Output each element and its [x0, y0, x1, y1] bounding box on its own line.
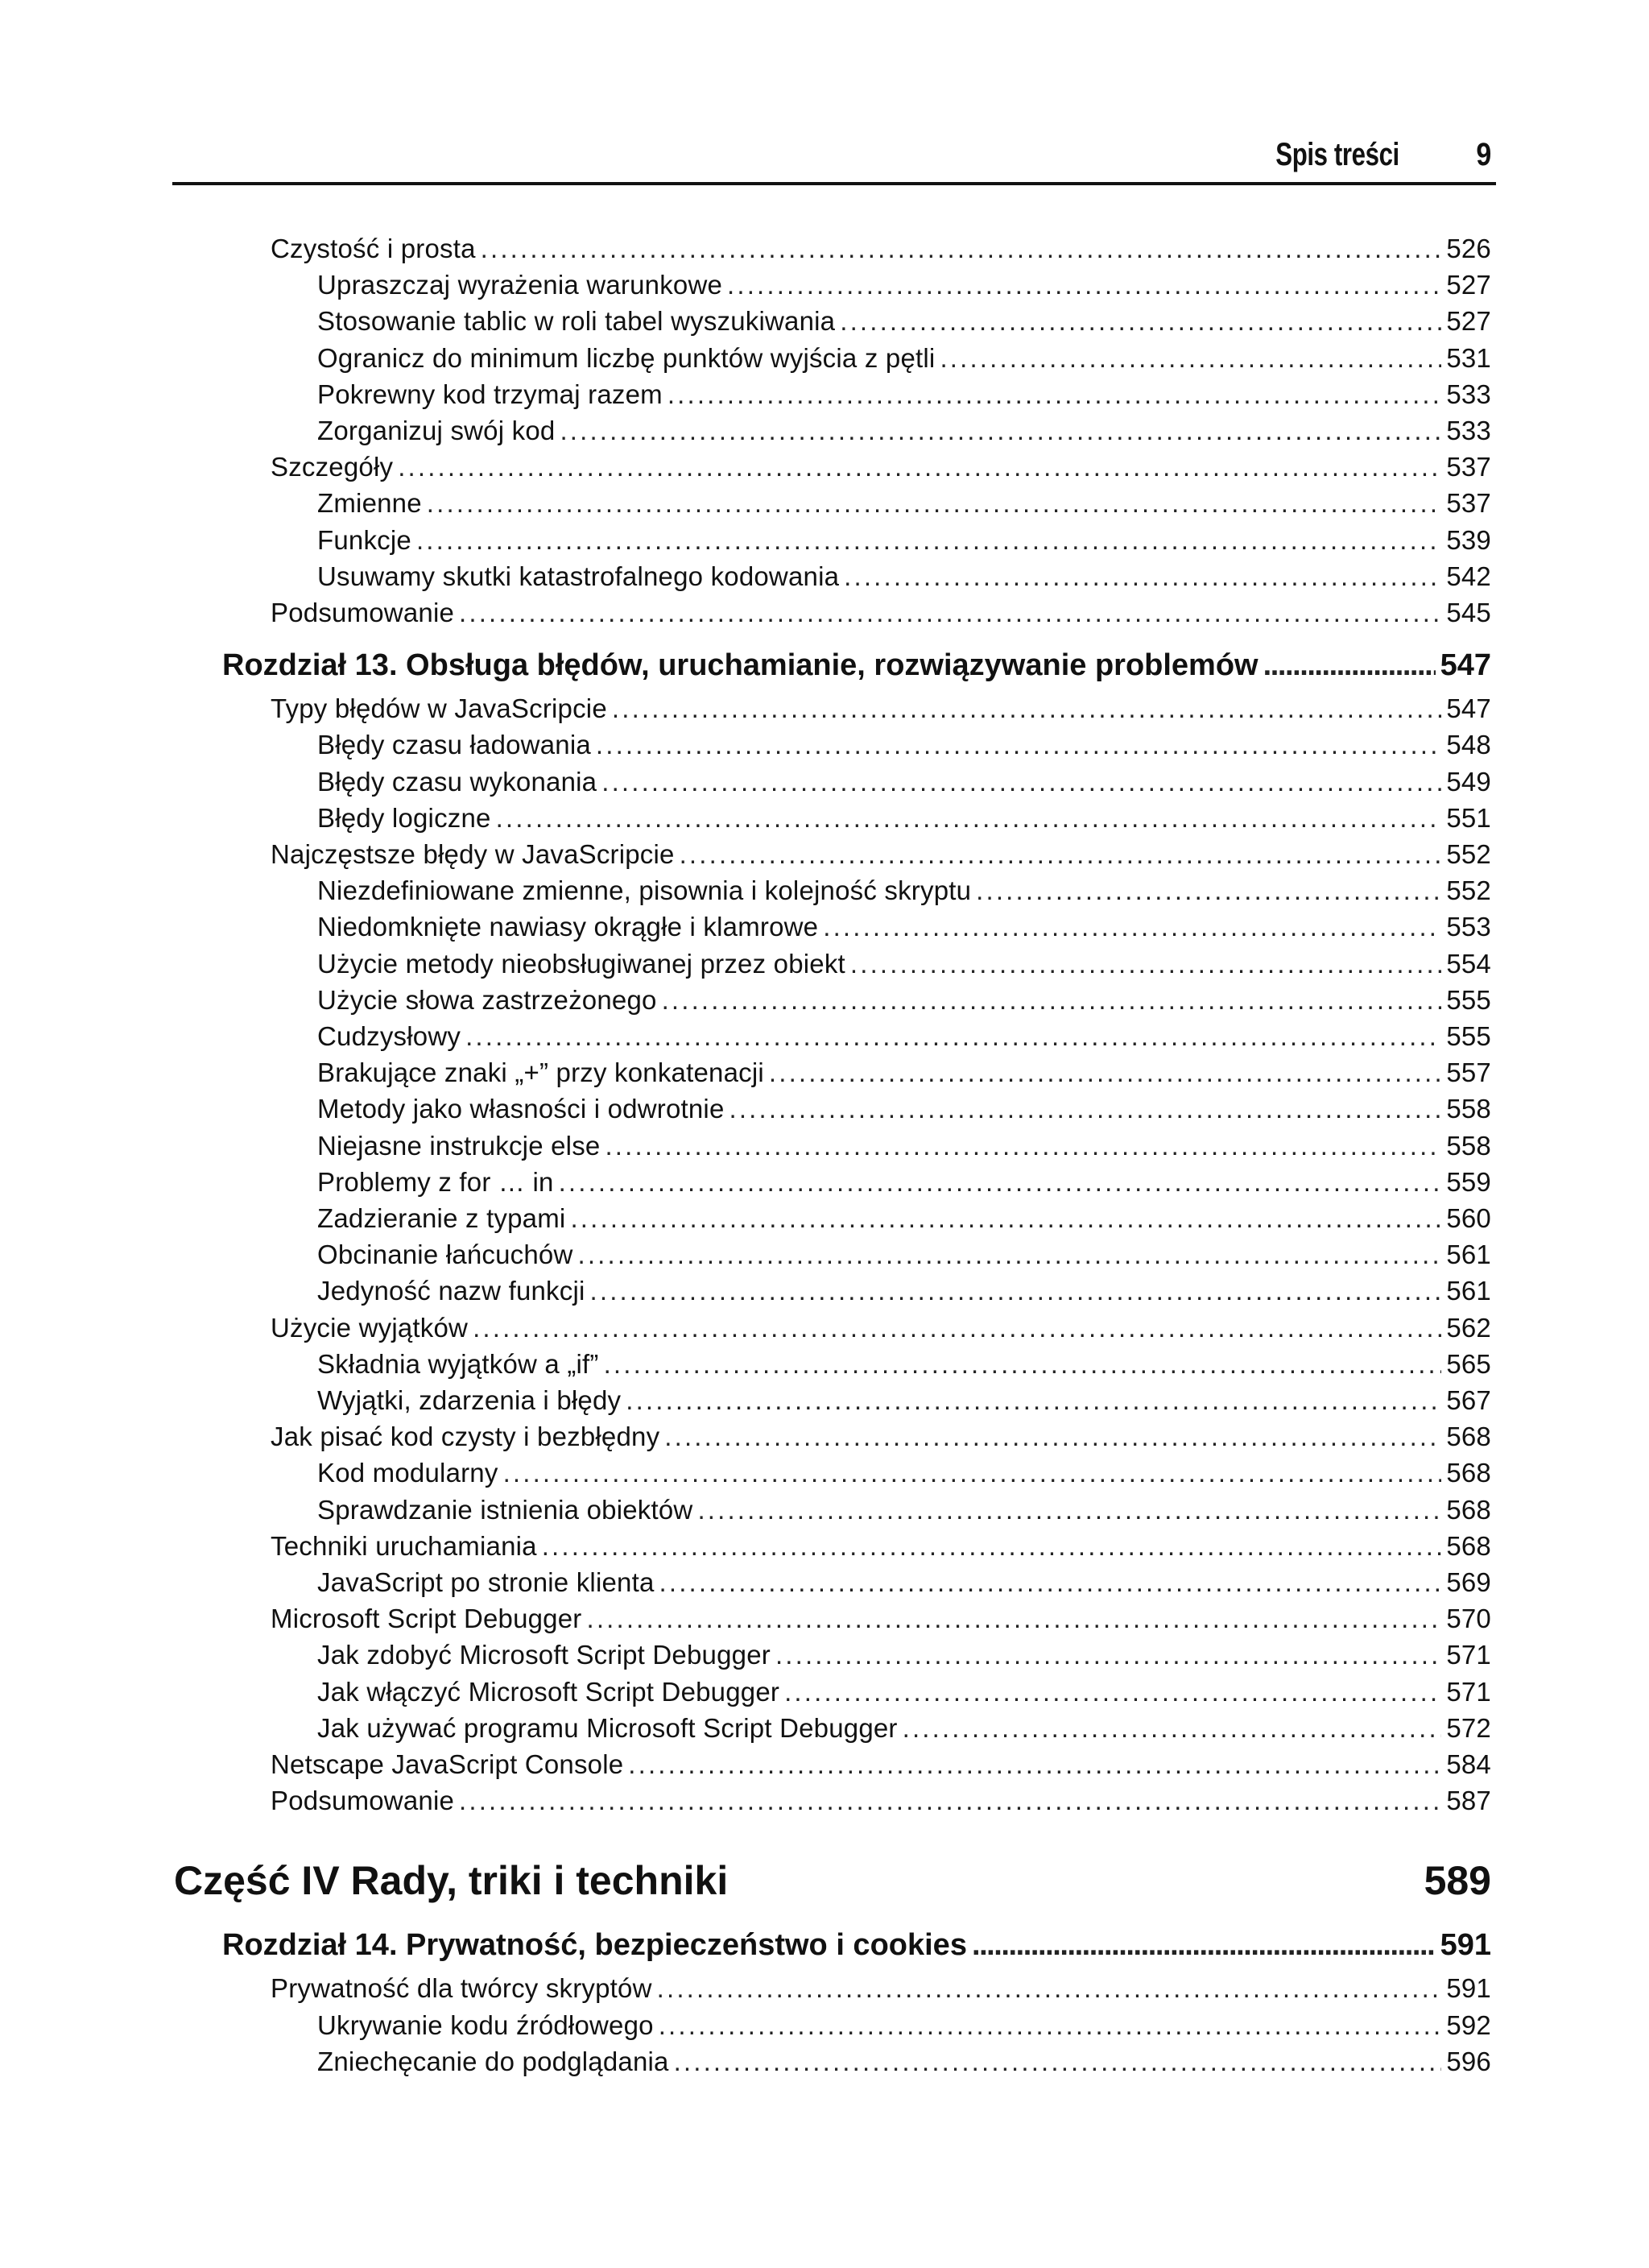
- toc-entry-page: 533: [1446, 416, 1491, 445]
- toc-entry-title: Zadzieranie z typami: [317, 1203, 566, 1233]
- toc-entry-page: 547: [1446, 693, 1491, 723]
- toc-entry-page: 527: [1446, 306, 1491, 336]
- toc-entry-title: Zniechęcanie do podglądania: [317, 2047, 669, 2076]
- toc-entry-title: Techniki uruchamiania: [271, 1531, 537, 1561]
- toc-entry-page: 567: [1446, 1385, 1491, 1415]
- toc-entry-page: 584: [1446, 1749, 1491, 1779]
- toc-entry-sub: [317, 1567, 1491, 1603]
- toc-entry-sub: [317, 1495, 1491, 1530]
- dot-leader: [729, 1094, 1442, 1124]
- toc-entry-page: 552: [1446, 839, 1491, 869]
- toc-entry-title: Składnia wyjątków a „if”: [317, 1349, 599, 1379]
- dot-leader: [662, 985, 1442, 1016]
- dot-leader: [503, 1458, 1442, 1488]
- toc-entry-page: 537: [1446, 452, 1491, 482]
- toc-entry-title: Zmienne: [317, 488, 422, 518]
- toc-entry-page: 568: [1446, 1458, 1491, 1488]
- toc-entry-chap: [222, 648, 1491, 687]
- toc-entry-sub: [317, 1385, 1491, 1421]
- toc-entry-title: Stosowanie tablic w roli tabel wyszukiwania: [317, 306, 836, 336]
- toc-entry-title: Czystość i prosta: [271, 234, 476, 263]
- toc-entry-page: 542: [1446, 561, 1491, 591]
- header-title: Spis treści: [1275, 137, 1399, 172]
- dot-leader: [465, 1021, 1441, 1052]
- dot-leader: [680, 839, 1442, 870]
- toc-entry-sub: [317, 270, 1491, 305]
- toc-entry-sub: [317, 1349, 1491, 1384]
- toc-entry-page: 591: [1446, 1973, 1491, 2003]
- toc-entry-title: Użycie słowa zastrzeżonego: [317, 985, 657, 1015]
- toc-entry-title: Rozdział 14. Prywatność, bezpieczeństwo i cookies: [222, 1928, 967, 1962]
- toc-entry-title: Cudzysłowy: [317, 1021, 461, 1051]
- toc-entry-title: Niezdefiniowane zmienne, pisownia i kolejność skryptu: [317, 875, 972, 905]
- dot-leader: [473, 1313, 1441, 1343]
- toc-entry-page: 591: [1440, 1928, 1491, 1962]
- dot-leader: [659, 1567, 1442, 1598]
- toc-entry-title: Najczęstsze błędy w JavaScripcie: [271, 839, 675, 869]
- dot-leader: [844, 561, 1441, 592]
- dot-leader: [823, 912, 1441, 942]
- toc-entry-title: Podsumowanie: [271, 1786, 455, 1815]
- toc-entry-title: Błędy czasu ładowania: [317, 730, 591, 759]
- toc-entry-page: 596: [1446, 2047, 1491, 2076]
- toc-entry-title: Problemy z for … in: [317, 1167, 554, 1197]
- toc-entry-page: 526: [1446, 234, 1491, 263]
- toc-entry-page: 557: [1446, 1057, 1491, 1087]
- toc-entry-sub: [317, 1458, 1491, 1493]
- toc-entry-part: [174, 1857, 1491, 1909]
- toc-entry-title: Microsoft Script Debugger: [271, 1604, 582, 1633]
- toc-entry-title: Użycie wyjątków: [271, 1313, 469, 1343]
- toc-entry-title: Ogranicz do minimum liczbę punktów wyjścia z pętli: [317, 343, 936, 373]
- dot-leader: [586, 1604, 1441, 1634]
- toc-entry-page: 551: [1446, 803, 1491, 833]
- toc-entry-title: Jak pisać kod czysty i bezbłędny: [271, 1422, 660, 1451]
- toc-entry-sub: [317, 730, 1491, 765]
- toc-entry-page: 572: [1446, 1713, 1491, 1743]
- toc-entry-title: Upraszczaj wyrażenia warunkowe: [317, 270, 723, 300]
- toc-entry-sec: [271, 1604, 1491, 1639]
- dot-leader: [674, 2047, 1442, 2077]
- toc-entry-page: 548: [1446, 730, 1491, 759]
- toc-entry-sub: [317, 1677, 1491, 1712]
- dot-leader: [427, 488, 1442, 519]
- toc-entry-page: 571: [1446, 1677, 1491, 1707]
- toc-entry-sub: [317, 488, 1491, 524]
- toc-entry-sub: [317, 2010, 1491, 2046]
- dot-leader: [667, 379, 1442, 410]
- toc-entry-title: Brakujące znaki „+” przy konkatenacji: [317, 1057, 764, 1087]
- dot-leader: [903, 1713, 1442, 1744]
- toc-entry-title: Funkcje: [317, 525, 411, 555]
- toc-entry-sec: [271, 1313, 1491, 1348]
- dot-leader: [416, 525, 1441, 556]
- dot-leader: [559, 1167, 1442, 1198]
- toc-entry-page: 560: [1446, 1203, 1491, 1233]
- toc-entry-title: Metody jako własności i odwrotnie: [317, 1094, 725, 1124]
- dot-leader: [560, 416, 1441, 446]
- toc-entry-page: 568: [1446, 1422, 1491, 1451]
- toc-entry-page: 587: [1446, 1786, 1491, 1815]
- dot-leader: [1263, 648, 1436, 683]
- dot-leader: [601, 767, 1441, 797]
- toc-entry-sub: [317, 803, 1491, 838]
- dot-leader: [578, 1240, 1442, 1270]
- toc-entry-title: Niedomknięte nawiasy okrągłe i klamrowe: [317, 912, 819, 942]
- toc-entry-sub: [317, 1021, 1491, 1057]
- toc-entry-title: Jedyność nazw funkcji: [317, 1276, 585, 1306]
- toc-entry-title: Niejasne instrukcje else: [317, 1131, 601, 1161]
- toc-entry-sec: [271, 839, 1491, 875]
- toc-entry-page: 561: [1446, 1240, 1491, 1269]
- toc-entry-title: Część IV Rady, triki i techniki: [174, 1858, 729, 1903]
- toc-entry-page: 553: [1446, 912, 1491, 942]
- toc-entry-title: Podsumowanie: [271, 598, 455, 627]
- toc-entry-page: 592: [1446, 2010, 1491, 2040]
- toc-entry-page: 559: [1446, 1167, 1491, 1197]
- toc-entry-page: 527: [1446, 270, 1491, 300]
- header-page-number: 9: [1476, 137, 1491, 172]
- toc-entry-title: Błędy logiczne: [317, 803, 491, 833]
- toc-entry-sub: [317, 2047, 1491, 2082]
- toc-entry-sec: [271, 1973, 1491, 2009]
- toc-entry-sub: [317, 949, 1491, 984]
- toc-entry-title: Błędy czasu wykonania: [317, 767, 597, 797]
- toc-entry-sub: [317, 1240, 1491, 1275]
- toc-entry-page: 558: [1446, 1094, 1491, 1124]
- toc-entry-title: Jak włączyć Microsoft Script Debugger: [317, 1677, 780, 1707]
- toc-entry-title: Ukrywanie kodu źródłowego: [317, 2010, 654, 2040]
- dot-leader: [784, 1677, 1441, 1707]
- toc-entry-sub: [317, 306, 1491, 341]
- toc-entry-sub: [317, 985, 1491, 1020]
- dot-leader: [976, 875, 1441, 906]
- dot-leader: [459, 1786, 1441, 1816]
- toc-entry-title: Jak zdobyć Microsoft Script Debugger: [317, 1640, 771, 1670]
- toc-entry-title: JavaScript po stronie klienta: [317, 1567, 655, 1597]
- toc-entry-title: Pokrewny kod trzymaj razem: [317, 379, 663, 409]
- toc-entry-sub: [317, 416, 1491, 451]
- toc-entry-title: Netscape JavaScript Console: [271, 1749, 624, 1779]
- toc-entry-page: 531: [1446, 343, 1491, 373]
- toc-entry-chap: [222, 1928, 1491, 1967]
- toc-entry-title: Szczegóły: [271, 452, 394, 482]
- dot-leader: [459, 598, 1441, 628]
- toc-entry-page: 570: [1446, 1604, 1491, 1633]
- dot-leader: [775, 1640, 1441, 1670]
- dot-leader: [604, 1349, 1442, 1380]
- toc-entry-title: Jak używać programu Microsoft Script Debugger: [317, 1713, 898, 1743]
- toc-entry-page: 565: [1446, 1349, 1491, 1379]
- dot-leader: [972, 1928, 1436, 1963]
- toc-entry-page: 571: [1446, 1640, 1491, 1670]
- dot-leader: [727, 270, 1441, 300]
- toc-entry-page: 552: [1446, 875, 1491, 905]
- toc-entry-sub: [317, 1713, 1491, 1749]
- toc-entry-sec: [271, 1422, 1491, 1457]
- toc-entry-sec: [271, 234, 1491, 269]
- toc-entry-page: 549: [1446, 767, 1491, 797]
- toc-entry-page: 561: [1446, 1276, 1491, 1306]
- dot-leader: [626, 1385, 1441, 1416]
- toc-entry-title: Prywatność dla twórcy skryptów: [271, 1973, 652, 2003]
- toc-entry-sec: [271, 1786, 1491, 1821]
- toc-entry-page: 545: [1446, 598, 1491, 627]
- dot-leader: [628, 1749, 1441, 1780]
- toc-entry-page: 554: [1446, 949, 1491, 979]
- toc-entry-page: 589: [1424, 1858, 1491, 1903]
- dot-leader: [596, 730, 1441, 760]
- dot-leader: [769, 1057, 1441, 1088]
- dot-leader: [612, 693, 1441, 724]
- dot-leader: [664, 1422, 1441, 1452]
- dot-leader: [496, 803, 1442, 834]
- toc-entry-title: Kod modularny: [317, 1458, 498, 1488]
- toc-entry-page: 568: [1446, 1495, 1491, 1525]
- toc-entry-title: Sprawdzanie istnienia obiektów: [317, 1495, 693, 1525]
- toc-entry-sub: [317, 343, 1491, 379]
- toc-entry-sec: [271, 452, 1491, 487]
- dot-leader: [542, 1531, 1442, 1562]
- toc-entry-sub: [317, 1203, 1491, 1239]
- dot-leader: [590, 1276, 1442, 1306]
- dot-leader: [697, 1495, 1441, 1525]
- toc-entry-title: Obcinanie łańcuchów: [317, 1240, 573, 1269]
- dot-leader: [570, 1203, 1441, 1234]
- dot-leader: [605, 1131, 1441, 1161]
- toc-entry-title: Zorganizuj swój kod: [317, 416, 556, 445]
- dot-leader: [940, 343, 1441, 374]
- toc-entry-sub: [317, 875, 1491, 911]
- toc-entry-sub: [317, 912, 1491, 947]
- toc-entry-page: 533: [1446, 379, 1491, 409]
- toc-entry-sub: [317, 1167, 1491, 1202]
- toc-entry-page: 555: [1446, 1021, 1491, 1051]
- toc-entry-sub: [317, 1131, 1491, 1166]
- toc-entry-page: 537: [1446, 488, 1491, 518]
- dot-leader: [481, 234, 1442, 264]
- toc-entry-sub: [317, 1057, 1491, 1093]
- toc-entry-sub: [317, 767, 1491, 802]
- toc-entry-page: 547: [1440, 648, 1491, 682]
- toc-entry-sub: [317, 561, 1491, 597]
- toc-entry-page: 539: [1446, 525, 1491, 555]
- toc-entry-title: Typy błędów w JavaScripcie: [271, 693, 607, 723]
- toc-entry-page: 558: [1446, 1131, 1491, 1161]
- toc-entry-sub: [317, 379, 1491, 415]
- dot-leader: [659, 2010, 1442, 2041]
- toc-entry-sub: [317, 525, 1491, 561]
- dot-leader: [850, 949, 1441, 979]
- dot-leader: [398, 452, 1441, 482]
- toc-entry-title: Usuwamy skutki katastrofalnego kodowania: [317, 561, 840, 591]
- toc-entry-title: Użycie metody nieobsługiwanej przez obiekt: [317, 949, 845, 979]
- toc-entry-page: 569: [1446, 1567, 1491, 1597]
- toc-entry-sub: [317, 1094, 1491, 1129]
- dot-leader: [840, 306, 1441, 337]
- toc-entry-page: 555: [1446, 985, 1491, 1015]
- toc-entry-title: Rozdział 13. Obsługa błędów, uruchamianie, rozwiązywanie problemów: [222, 648, 1258, 682]
- toc-entry-title: Wyjątki, zdarzenia i błędy: [317, 1385, 622, 1415]
- toc-entry-sec: [271, 598, 1491, 633]
- toc-entry-page: 568: [1446, 1531, 1491, 1561]
- toc-entry-page: 562: [1446, 1313, 1491, 1343]
- toc-entry-sub: [317, 1276, 1491, 1311]
- toc-entry-sec: [271, 1749, 1491, 1785]
- toc-entry-sec: [271, 1531, 1491, 1566]
- toc-entry-sub: [317, 1640, 1491, 1675]
- dot-leader: [657, 1973, 1442, 2004]
- toc-entry-sec: [271, 693, 1491, 729]
